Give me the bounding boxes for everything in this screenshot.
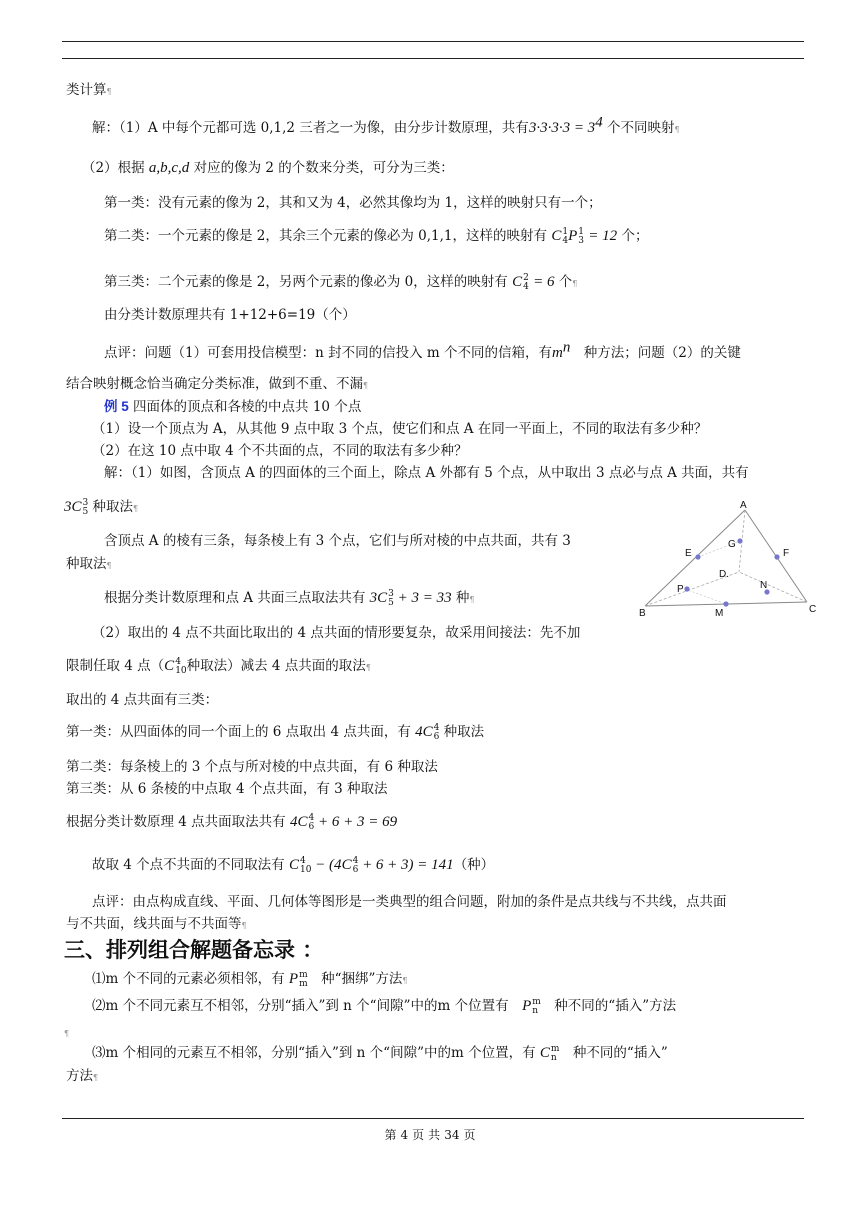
text-line: 取出的 4 点共面有三类： [66,692,219,708]
footer-rule [62,1118,804,1119]
text-line: 根据分类计数原理和点 A 共面三点取法共有 3C 3 5 + 3 = 33 种¶ [104,588,475,608]
text-line: ⑶m 个相同的元素互不相邻，分别“插入”到 n 个“间隙”中的m 个位置，有 C m n 种不同的“插入” [92,1043,668,1063]
text-line: 与不共面，线共面与不共面等¶ [66,916,247,932]
combination: C [512,274,523,290]
label-b: B [639,608,646,619]
text-line: 点评：问题（1）可套用投信模型：n 封不同的信投入 m 个不同的信箱，有$m^n$ 种方法；问题（2）的关键 [104,339,741,361]
text-line: （2）在这 10 点中取 4 个不共面的点，不同的取法有多少种？ [92,443,468,459]
text-line: 解：（1）A 中每个元都可选 0,1,2 三者之一为像，由分步计数原理，共有$3\cdot 3\cdot 3\cdot 3 = 3^4$ 个不同映射¶ [92,114,680,136]
label-e: E [685,548,692,559]
tetrahedron-figure [635,498,825,626]
point-g [737,538,742,543]
label-n: N [760,580,768,591]
text-line: 第二类：每条棱上的 3 个点与所对棱的中点共面，有 6 种取法 [66,759,438,775]
label-g: G [728,539,736,550]
label-a: A [740,500,747,511]
example-title: 例 5 四面体的顶点和各棱的中点共 10 个点 [104,399,362,415]
point-p [684,586,689,591]
text-line: 含顶点 A 的棱有三条，每条棱上有 3 个点，它们与所对棱的中点共面，共有 3 [104,533,571,549]
text-line: 根据分类计数原理 4 点共面取法共有 4C 4 6 + 6 + 3 = 69 [66,812,398,832]
text-line: 类计算¶ [66,82,112,98]
page-total: 34 [444,1128,460,1142]
combination: C [551,228,562,244]
text-line: （2）根据 a,b,c,d 对应的像为 2 的个数来分类，可分为三类： [82,160,454,176]
text-line: ⑴m 个不同的元素必须相邻，有 P m m 种“捆绑”方法¶ [92,969,408,989]
text-line: 限制任取 4 点（C 4 10 种取法）减去 4 点共面的取法¶ [66,656,371,676]
text-line: （1）设一个顶点为 A，从其他 9 点中取 3 个点，使它们和点 A 在同一平面上，不同的取法有多少种？ [92,421,708,437]
text-line: 3C 3 5 种取法¶ [64,497,139,517]
text-line: （2）取出的 4 点不共面比取出的 4 点共面的情形要复杂，故采用间接法：先不加 [92,625,581,641]
paragraph-mark: ¶ [64,1029,70,1038]
text-line: 第三类：二个元素的像是 2，另两个元素的像必为 0，这样的映射有 C 2 4 = 6 个¶ [104,272,578,292]
text-line: 方法¶ [66,1068,99,1084]
section-heading: 三、排列组合解题备忘录 ： [64,938,324,962]
text-line: 点评：由点构成直线、平面、几何体等图形是一类典型的组合问题，附加的条件是点共线与不共线，点共面 [92,894,727,910]
text-line: 第一类：没有元素的像为 2，其和又为 4，必然其像均为 1，这样的映射只有一个； [104,195,602,211]
header-rule-2 [62,58,804,59]
text-line: 解：（1）如图，含顶点 A 的四面体的三个面上，除点 A 外都有 5 个点，从中取出 3 点必与点 A 共面，共有 [104,465,749,481]
text-line: 故取 4 个点不共面的不同取法有 C 4 10 − (4C 4 6 + 6 + 3) = 141（种） [92,855,495,875]
point-e [695,554,700,559]
point-m [723,601,728,606]
text-line: 由分类计数原理共有 1+12+6=19（个） [104,307,356,323]
text-line: 第二类：一个元素的像是 2，其余三个元素的像必为 0,1,1，这样的映射有 C 1 4 P 1 3 = 12 个； [104,226,649,246]
text-line: 结合映射概念恰当确定分类标准，做到不重、不漏¶ [66,376,369,392]
label-p: P [677,584,684,595]
page-number: 4 [400,1128,409,1142]
permutation: P [568,228,578,244]
text-line: 第一类：从四面体的同一个面上的 6 点取出 4 点共面，有 4C 4 6 种取法 [66,722,485,742]
label-c: C [809,604,817,615]
text-line: 种取法¶ [66,556,112,572]
label-m: M [715,608,724,619]
label-f: F [783,548,790,559]
header-rule [62,41,804,42]
text-line: 第三类：从 6 条棱的中点取 4 个点共面，有 3 种取法 [66,781,388,797]
point-f [774,554,779,559]
text-line: ⑵m 个不同元素互不相邻，分别“插入”到 n 个“间隙”中的m 个位置有 P m n 种不同的“插入”方法 [92,996,677,1016]
label-d: D. [719,569,729,580]
page-footer: 第 4 页 共 34 页 [384,1128,476,1142]
